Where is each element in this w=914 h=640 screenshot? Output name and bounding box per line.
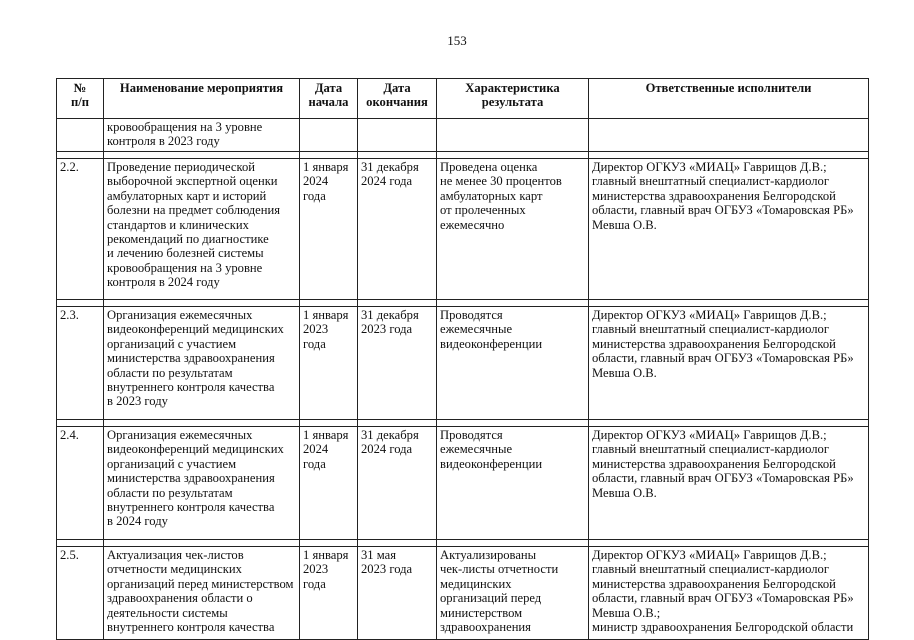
header-result: Характеристика результата — [437, 79, 589, 119]
page-number: 153 — [447, 33, 467, 48]
row-responsible: Директор ОГКУЗ «МИАЦ» Гаврищов Д.В.; главный внештатный специалист-кардиолог министерства здравоохранения Белгородской области, главный врач ОГБУЗ «Томаровская РБ» Мевша О.В. — [589, 427, 869, 540]
row-end: 31 мая 2023 года — [358, 547, 437, 640]
row-responsible: Директор ОГКУЗ «МИАЦ» Гаврищов Д.В.; главный внештатный специалист-кардиолог министерства здравоохранения Белгородской области, главный врач ОГБУЗ «Томаровская РБ» Мевша О.В. — [589, 307, 869, 420]
row-name: Проведение периодической выборочной экспертной оценки амбулаторных карт и историй болезни на предмет соблюдения стандартов и клинических рекомендаций по диагностике и лечению болезней системы кровообращения на 3 уровне контроля в 2024 году — [104, 159, 300, 300]
row-name: Организация ежемесячных видеоконференций медицинских организаций с участием министерства здравоохранения области по результатам внутреннего контроля качества в 2023 году — [104, 307, 300, 420]
row-end: 31 декабря 2024 года — [358, 159, 437, 300]
row-start: 1 января 2024 года — [300, 427, 358, 540]
table-row — [57, 119, 869, 152]
table-row — [57, 547, 869, 640]
row-end: 31 декабря 2023 года — [358, 307, 437, 420]
row-start: 1 января 2023 года — [300, 307, 358, 420]
row-result: Проведена оценка не менее 30 процентов амбулаторных карт от пролеченных ежемесячно — [437, 159, 589, 300]
row-num: 2.3. — [57, 307, 104, 420]
table-row — [57, 307, 869, 420]
header-end: Дата окончания — [358, 79, 437, 119]
row-result: Актуализированы чек-листы отчетности медицинских организаций перед министерством здравоохранения — [437, 547, 589, 640]
header-name: Наименование мероприятия — [104, 79, 300, 119]
row-result: Проводятся ежемесячные видеоконференции — [437, 427, 589, 540]
row-name: Организация ежемесячных видеоконференций медицинских организаций с участием министерства здравоохранения области по результатам внутреннего контроля качества в 2024 году — [104, 427, 300, 540]
table-row — [57, 427, 869, 540]
measures-table — [56, 78, 869, 640]
row-result: Проводятся ежемесячные видеоконференции — [437, 307, 589, 420]
row-start: 1 января 2023 года — [300, 547, 358, 640]
row-responsible — [589, 119, 869, 152]
row-start — [300, 119, 358, 152]
header-responsible: Ответственные исполнители — [589, 79, 869, 119]
row-responsible: Директор ОГКУЗ «МИАЦ» Гаврищов Д.В.; главный внештатный специалист-кардиолог министерства здравоохранения Белгородской области, главный врач ОГБУЗ «Томаровская РБ» Мевша О.В. — [589, 159, 869, 300]
header-row — [57, 79, 869, 119]
row-num — [57, 119, 104, 152]
header-start: Дата начала — [300, 79, 358, 119]
row-name: Актуализация чек-листов отчетности медицинских организаций перед министерством здравоохранения области о деятельности системы внутреннего контроля качества — [104, 547, 300, 640]
row-num: 2.2. — [57, 159, 104, 300]
header-num: № п/п — [57, 79, 104, 119]
row-num: 2.4. — [57, 427, 104, 540]
row-responsible: Директор ОГКУЗ «МИАЦ» Гаврищов Д.В.; главный внештатный специалист-кардиолог министерства здравоохранения Белгородской области, главный врач ОГБУЗ «Томаровская РБ» Мевша О.В.; министр здравоохранения Белгородской области — [589, 547, 869, 640]
row-result — [437, 119, 589, 152]
row-end: 31 декабря 2024 года — [358, 427, 437, 540]
row-end — [358, 119, 437, 152]
table-row — [57, 159, 869, 300]
row-start: 1 января 2024 года — [300, 159, 358, 300]
row-name: кровообращения на 3 уровне контроля в 2023 году — [104, 119, 300, 152]
row-num: 2.5. — [57, 547, 104, 640]
